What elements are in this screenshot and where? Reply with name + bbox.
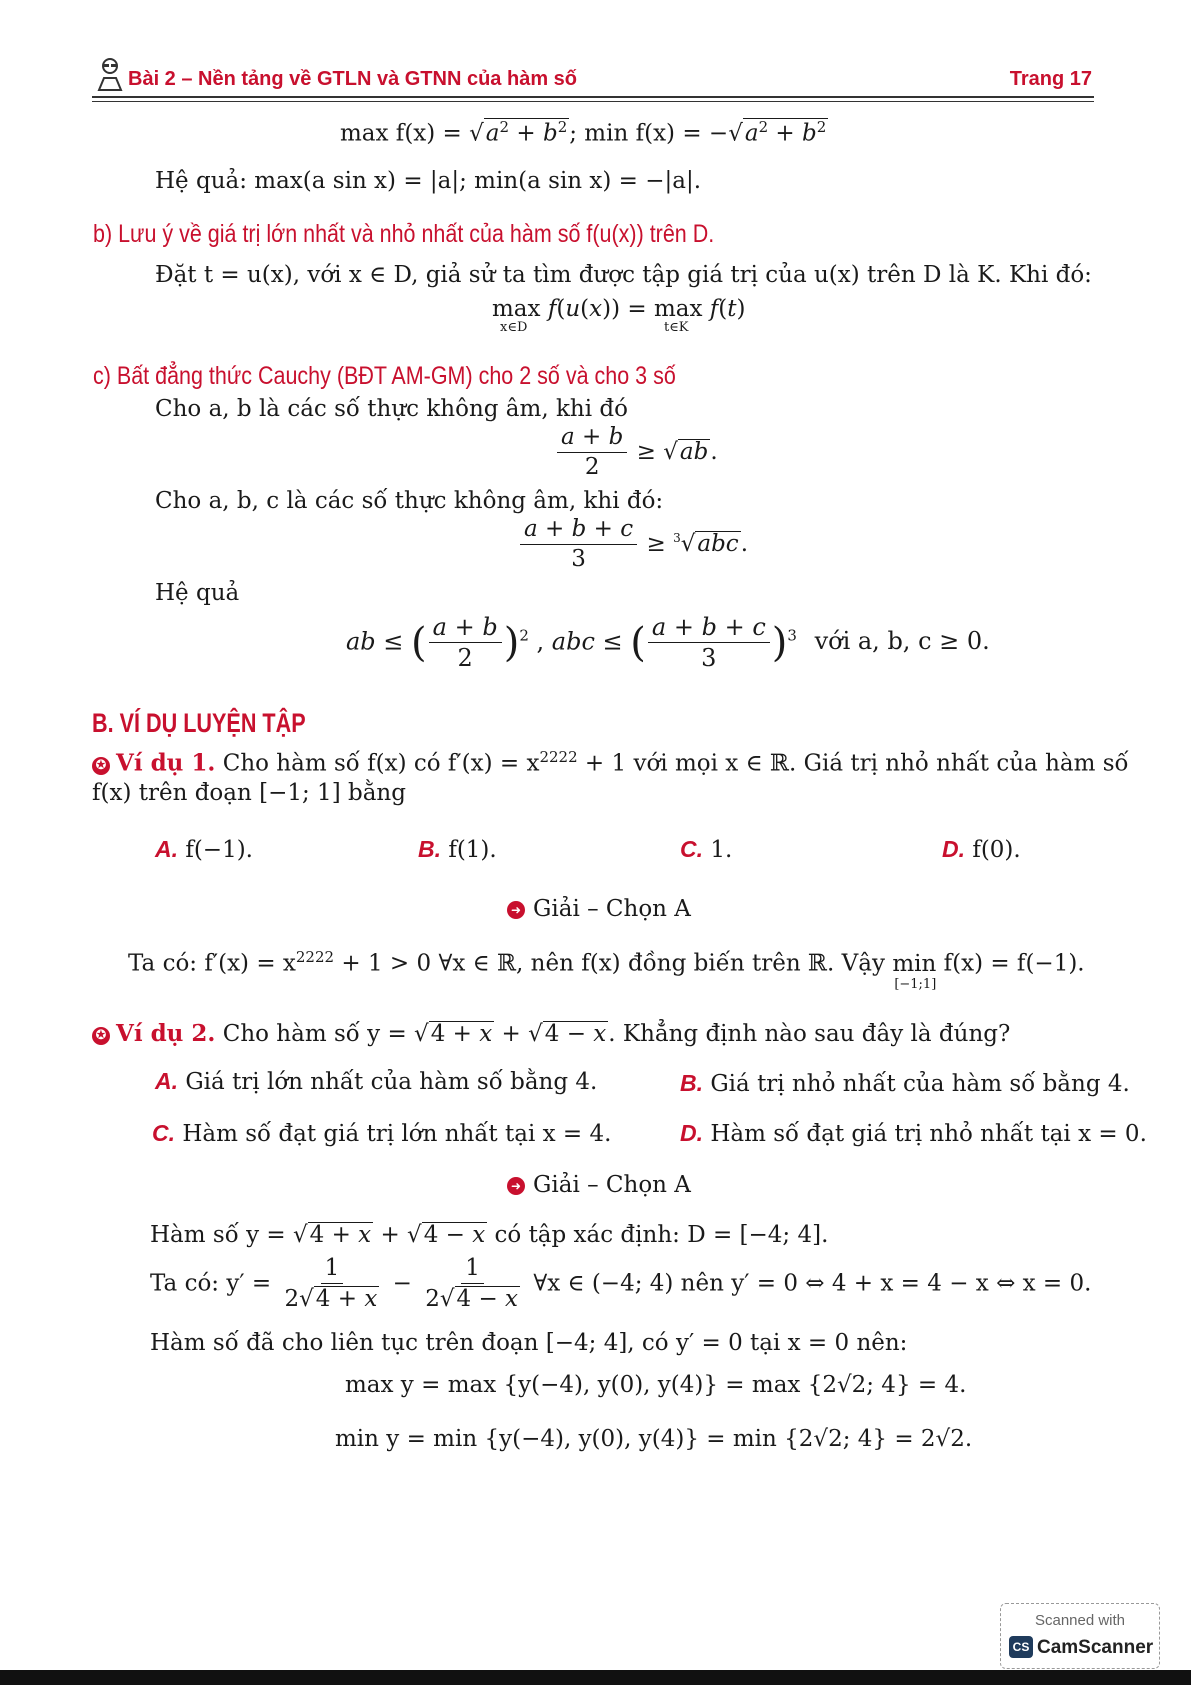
example2-solution-line1: Hàm số y = √4 + x + √4 − x có tập xác định: D = [−4; 4]. <box>150 1222 829 1248</box>
example1-solution-text: Ta có: $f'(x) = x^{2222} + 1 > 0$ ∀x ∈ ℝ, nên f(x) đồng biến trên ℝ. Vậy min [−1;1] f(x) = f(−1). <box>128 948 1085 992</box>
scan-edge-bar <box>0 1670 1191 1685</box>
example1-solution-title: ➜ Giải – Chọn A <box>507 896 691 922</box>
cauchy3-intro: Cho a, b, c là các số thực không âm, khi đó: <box>155 488 664 514</box>
part-b-title: b) Lưu ý về giá trị lớn nhất và nhỏ nhất của hàm số f(u(x)) trên D. <box>93 220 715 248</box>
example1-label: Ví dụ 1. <box>116 749 216 777</box>
cauchy3-formula: $\frac{a + b + c}{3}$ ≥ $^3$√abc. <box>518 517 748 573</box>
consequence2-label: Hệ quả <box>155 580 240 606</box>
header-divider <box>92 96 1094 98</box>
example2-option-b[interactable]: B. Giá trị nhỏ nhất của hàm số bằng 4. <box>680 1070 1130 1097</box>
cauchy2-formula: $\frac{a + b}{2}$ ≥ √ab. <box>555 425 718 481</box>
camscanner-watermark <box>1000 1603 1160 1669</box>
part-b-formula: max x∈D f(u(x)) = max t∈K f(t) <box>492 296 746 335</box>
example1-min-sub: [−1;1] <box>894 976 937 992</box>
header-title: Bài 2 – Nền tảng về GTLN và GTNN của hàm số <box>128 68 578 90</box>
part-b-text: Đặt t = u(x), với x ∈ D, giả sử ta tìm được tập giá trị của u(x) trên D là K. Khi đó: <box>155 262 1092 288</box>
example2-solution-max: max y = max {y(−4), y(0), y(4)} = max {2√2; 4} = 4. <box>345 1372 967 1398</box>
arrow-bullet-icon: ➜ <box>507 901 525 919</box>
part-c-title: c) Bất đẳng thức Cauchy (BĐT AM-GM) cho 2 số và cho 3 số <box>93 362 676 390</box>
watermark-scanned-with: Scanned with <box>1034 1612 1126 1629</box>
example2-solution-min: min y = min {y(−4), y(0), y(4)} = min {2√2; 4} = 2√2. <box>335 1426 973 1452</box>
cauchy2-intro: Cho a, b là các số thực không âm, khi đó <box>155 396 628 422</box>
watermark-brand: CS CamScanner <box>1009 1636 1153 1659</box>
camscanner-logo-icon: CS <box>1009 1636 1033 1658</box>
example2-label: Ví dụ 2. <box>116 1020 216 1047</box>
consequence-asinx: Hệ quả: max(a sin x) = |a|; min(a sin x) = −|a|. <box>155 168 702 194</box>
star-bullet-icon: ✪ <box>92 1027 110 1045</box>
teacher-avatar-icon <box>96 56 124 92</box>
header-divider-thin <box>92 101 1094 102</box>
star-bullet-icon: ✪ <box>92 757 110 775</box>
example1-option-b[interactable]: B. f(1). <box>418 836 497 863</box>
part-b-sub-x: x∈D <box>500 320 528 335</box>
example2-line1: ✪ Ví dụ 2. Cho hàm số y = √4 + x + √4 − x. Khẳng định nào sau đây là đúng? <box>92 1020 1010 1047</box>
example2-option-c[interactable]: C. Hàm số đạt giá trị lớn nhất tại x = 4. <box>152 1120 612 1147</box>
consequence2-tail: với a, b, c ≥ 0. <box>814 627 990 656</box>
example1-option-c[interactable]: C. 1. <box>680 836 733 863</box>
example1-option-a[interactable]: A. f(−1). <box>155 836 253 863</box>
example2-solution-line2: Ta có: y′ = $\frac{1}{2√4 + x}$ − $\frac{1}{2√4 - x}$ ∀x ∈ (−4; 4) nên y′ = 0 ⇔ 4 + x = 4 − x ⇔ x = 0. <box>150 1255 1092 1313</box>
consequence2-formula: ab ≤ ( $\frac{a + b}{2}$ )$^2$ , abc ≤ ( $\frac{a + b + c}{3}$ )$^3$ với a, b, c ≥ 0. <box>346 613 990 673</box>
page-number: Trang 17 <box>1009 68 1092 90</box>
part-b-sub-t: t∈K <box>663 320 689 335</box>
formula-max-min: $\max f(x) = √a^2 + b^2$; $\min f(x) = -√a^2 + b^2$ <box>340 118 827 147</box>
example1-line1: ✪ Ví dụ 1. Cho hàm số f(x) có $f'(x) = x^{2222} + 1$ với mọi x ∈ ℝ. Giá trị nhỏ nhất của hàm số <box>92 748 1129 777</box>
example2-option-d[interactable]: D. Hàm số đạt giá trị nhỏ nhất tại x = 0. <box>680 1120 1147 1147</box>
section-b-title: B. VÍ DỤ LUYỆN TẬP <box>92 708 306 738</box>
example2-solution-title: ➜ Giải – Chọn A <box>507 1172 691 1198</box>
example2-solution-line3: Hàm số đã cho liên tục trên đoạn [−4; 4], có y′ = 0 tại x = 0 nên: <box>150 1330 908 1356</box>
example2-option-a[interactable]: A. Giá trị lớn nhất của hàm số bằng 4. <box>155 1068 598 1095</box>
example1-line2: f(x) trên đoạn [−1; 1] bằng <box>92 780 406 806</box>
example1-option-d[interactable]: D. f(0). <box>942 836 1021 863</box>
arrow-bullet-icon: ➜ <box>507 1177 525 1195</box>
